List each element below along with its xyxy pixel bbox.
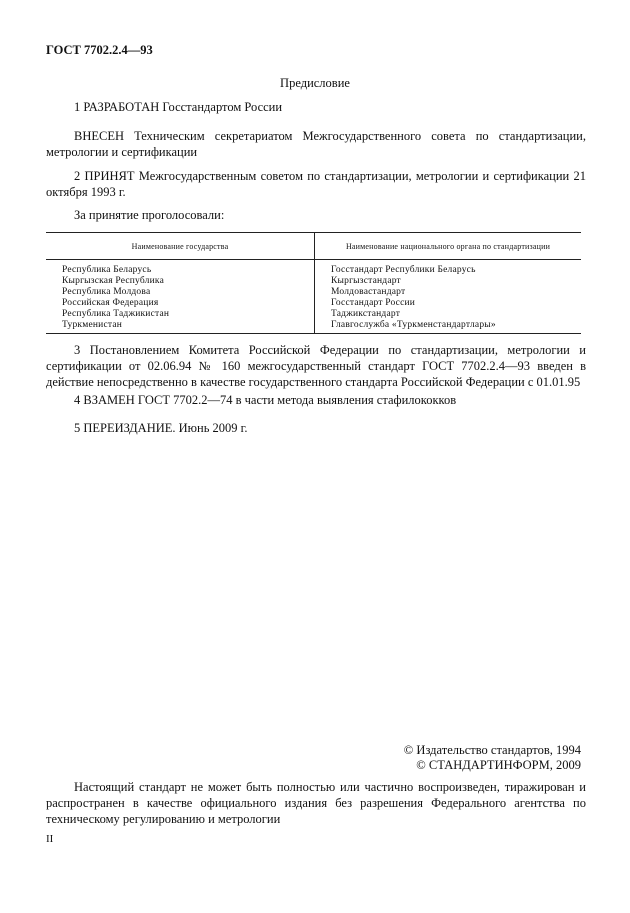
page-title: Предисловие	[280, 76, 350, 90]
paragraph-reissue: 5 ПЕРЕИЗДАНИЕ. Июнь 2009 г.	[74, 421, 248, 435]
standards-body-name: Таджикстандарт	[331, 309, 401, 319]
state-name: Республика Таджикистан	[62, 309, 170, 319]
standards-body-name: Кыргызстандарт	[331, 276, 401, 286]
standards-body-name: Главгослужба «Туркменстандартлары»	[331, 320, 496, 330]
state-name: Кыргызская Республика	[62, 276, 164, 286]
paragraph-adopted: 2 ПРИНЯТ Межгосударственным советом по стандартизации, метрологии и сертификации 21 октября 1993 г.	[46, 169, 586, 199]
page-number: II	[46, 833, 54, 845]
column-header-state: Наименование государства	[46, 233, 315, 260]
copyright-line-2: © СТАНДАРТИНФОРМ, 2009	[416, 758, 581, 772]
states-cell	[46, 260, 315, 334]
paragraph-resolution: 3 Постановлением Комитета Российской Федерации по стандартизации, метрологии и сертификации от 02.06.94 № 160 межгосударственный стандарт ГОСТ 7702.2.4—93 введен в действие непосредственно в качестве государственного стандарта Российской Федерации с 01.01.95	[46, 343, 586, 389]
copyright-block	[404, 743, 581, 773]
state-name: Республика Беларусь	[62, 265, 152, 275]
voting-table	[46, 232, 581, 334]
bodies-cell	[315, 260, 582, 334]
standards-body-name: Госстандарт России	[331, 298, 416, 308]
copyright-line-1: © Издательство стандартов, 1994	[403, 743, 581, 757]
table-header-row	[46, 233, 581, 260]
document-code: ГОСТ 7702.2.4—93	[46, 43, 153, 57]
standards-body-name: Молдовастандарт	[331, 287, 406, 297]
paragraph-replaces: 4 ВЗАМЕН ГОСТ 7702.2—74 в части метода выявления стафилококков	[74, 393, 457, 407]
paragraph-introduced: ВНЕСЕН Техническим секретариатом Межгосударственного совета по стандартизации, метрологии и сертификации	[46, 129, 586, 159]
state-name: Республика Молдова	[62, 287, 151, 297]
state-name: Туркменистан	[62, 320, 123, 330]
state-name: Российская Федерация	[62, 298, 159, 308]
paragraph-developed: 1 РАЗРАБОТАН Госстандартом России	[74, 100, 283, 114]
reproduction-notice: Настоящий стандарт не может быть полностью или частично воспроизведен, тиражирован и распространен в качестве официального издания без разрешения Федерального агентства по техническому регулированию и метрологии	[46, 780, 586, 826]
table-row	[46, 260, 581, 334]
paragraph-voted: За принятие проголосовали:	[74, 208, 225, 222]
column-header-body: Наименование национального органа по стандартизации	[315, 233, 582, 260]
standards-body-name: Госстандарт Республики Беларусь	[331, 265, 476, 275]
